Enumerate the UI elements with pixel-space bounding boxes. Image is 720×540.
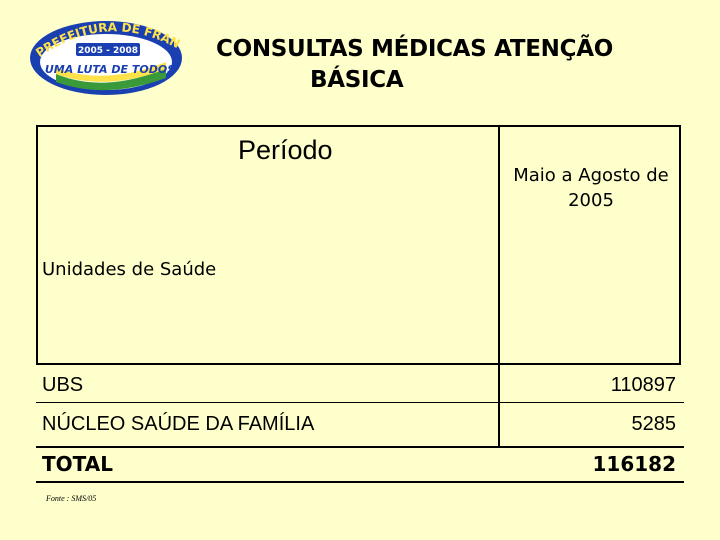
period-value: Maio a Agosto de 2005 — [513, 165, 669, 211]
prefeitura-logo — [26, 16, 186, 100]
total-value: 116182 — [592, 452, 676, 476]
row-label-nucleo: NÚCLEO SAÚDE DA FAMÍLIA — [42, 413, 315, 435]
page-title — [190, 34, 680, 96]
logo-slogan: UMA LUTA DE TODOS — [44, 63, 176, 76]
title-line-2: BÁSICA — [310, 67, 404, 93]
row-divider-2 — [36, 446, 684, 448]
table-bottom-border — [36, 481, 684, 483]
row-label-ubs: UBS — [42, 374, 84, 396]
row-divider-1 — [36, 402, 684, 403]
row-value-ubs: 110897 — [610, 374, 676, 396]
units-header: Unidades de Saúde — [42, 259, 217, 280]
title-line-1: CONSULTAS MÉDICAS ATENÇÃO — [216, 36, 613, 62]
period-header: Período — [238, 135, 333, 165]
source-note: Fonte : SMS/05 — [46, 494, 97, 503]
table-header-box — [36, 125, 681, 365]
row-value-nucleo: 5285 — [631, 413, 676, 435]
logo-years: 2005 - 2008 — [77, 46, 139, 56]
total-label: TOTAL — [42, 452, 113, 476]
consultations-table — [36, 125, 684, 482]
logo-graphic — [26, 16, 186, 100]
column-divider — [498, 125, 500, 447]
logo-top-text: PREFEITURA DE FRAN — [33, 20, 183, 60]
